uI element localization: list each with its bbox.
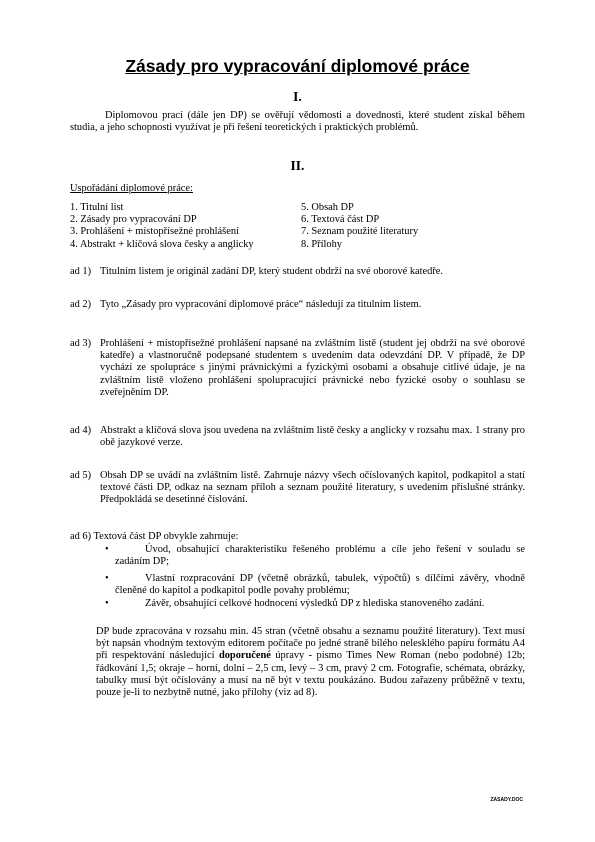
bullet-icon: • (105, 573, 109, 584)
recommended-emphasis: doporučené (218, 650, 271, 662)
ad-6-intro (70, 531, 525, 543)
section-1-heading: I. (293, 89, 302, 104)
bullet-item (100, 598, 525, 610)
bullet-text: Závěr, obsahující celkové hodnocení výsledků DP z hlediska stanoveného zadání. (145, 598, 485, 609)
ad-1-paragraph (70, 266, 525, 278)
ad-3-paragraph (70, 338, 525, 399)
ad-2-paragraph (70, 299, 525, 311)
formatting-paragraph (96, 626, 525, 699)
ad-1-label: ad 1) (70, 266, 92, 277)
list-item: 2. Zásady pro vypracování DP (70, 214, 197, 226)
formatting-text-part-1: DP bude zpracována v rozsahu min. 45 stran (včetně obsahu a seznamu použité literatury). Text musí být napsán vhodným textovým editorem počítače po jedné straně bílého nelesklého papíru formátu A4 při respektování následující (96, 626, 525, 662)
list-item: 6. Textová část DP (301, 214, 380, 226)
ad-4-label: ad 4) (70, 425, 92, 436)
bullet-item (100, 573, 525, 597)
list-item: 5. Obsah DP (301, 202, 354, 213)
ad-2-text: Tyto „Zásady pro vypracování diplomové práce“ následují za titulním listem. (100, 299, 422, 310)
ad-5-label: ad 5) (70, 470, 92, 481)
ad-5-text: Obsah DP se uvádí na zvláštním listě. Zahrnuje názvy všech očíslovaných kapitol, podkapitol a statí textové části DP, odkaz na seznam příloh a seznam použité literatury, s uvedením příslušné stránky. Předpokládá se desetinné číslování. (100, 470, 525, 506)
section-2-heading: II. (290, 158, 305, 173)
list-item: 7. Seznam použité literatury (301, 226, 419, 238)
bullet-icon: • (105, 598, 109, 609)
list-item: 1. Titulní list (70, 202, 124, 213)
list-item: 8. Přílohy (301, 238, 342, 250)
bullet-item (100, 544, 525, 568)
ad-2-label: ad 2) (70, 299, 92, 310)
list-item: 4. Abstrakt + klíčová slova česky a anglicky (70, 238, 254, 250)
ad-3-text: Prohlášení + místopřísežné prohlášení napsané na zvláštním listě (student jej obdrží na své oborové katedře) a vlastnoručně podepsané studentem s uvedením data odevzdání DP. V případě, že DP vychází ze spolupráce s jinými právnickými a fyzickými osobami a obsahuje citlivé údaje, je na zvláštním listě vloženo prohlášení spolupracující právnické nebo fyzické osoby o souhlasu se zveřejněním DP. (100, 338, 525, 398)
document-title: Zásady pro vypracování diplomové práce (125, 56, 470, 76)
bullet-icon: • (105, 544, 109, 555)
ad-6-text: ad 6) Textová část DP obvykle zahrnuje: (70, 531, 239, 542)
ad-4-text: Abstrakt a klíčová slova jsou uvedena na zvláštním listě česky a anglicky v rozsahu max. 1 strany pro obě jazykové verze. (100, 425, 525, 449)
structure-heading: Uspořádání diplomové práce: (70, 183, 193, 194)
structure-list-left (70, 202, 254, 251)
ad-3-label: ad 3) (70, 338, 92, 349)
formatting-text-part-2: úpravy - písmo Times New Roman (nebo podobné) 12b; řádkování 1,5; okraje – horní, dolní – 2,5 cm, levý – 3 cm, pravý 2 cm. Fotografie, schémata, obrázky, tabulky musí být očíslovány a musí na ně být v textu poukázáno. Budou zařazeny průběžně v textu, pouze je-li to nezbytně nutné, jako přílohy (viz ad 8). (96, 650, 525, 699)
list-item: 3. Prohlášení + místopřísežné prohlášení (70, 226, 239, 238)
ad-5-paragraph (70, 470, 525, 507)
ad-1-text: Titulním listem je originál zadání DP, který student obdrží na své oborové katedře. (100, 266, 444, 277)
ad-4-paragraph (70, 425, 525, 449)
structure-list-right (301, 202, 418, 251)
section-1-text: Diplomovou prací (dále jen DP) se ověřují vědomosti a dovednosti, které student získal během studia, a jeho schopnosti využívat je při řešení teoretických i praktických problémů. (70, 110, 525, 134)
bullet-text: Vlastní rozpracování DP (včetně obrázků, tabulek, výpočtů) s dílčími závěry, vhodně členěné do kapitol a podkapitol podle povahy problému; (115, 573, 525, 597)
file-name-footer: ZASADY.DOC (490, 797, 523, 803)
bullet-text: Úvod, obsahující charakteristiku řešeného problému a cíle jeho řešení v souladu se zadáním DP; (115, 544, 525, 568)
